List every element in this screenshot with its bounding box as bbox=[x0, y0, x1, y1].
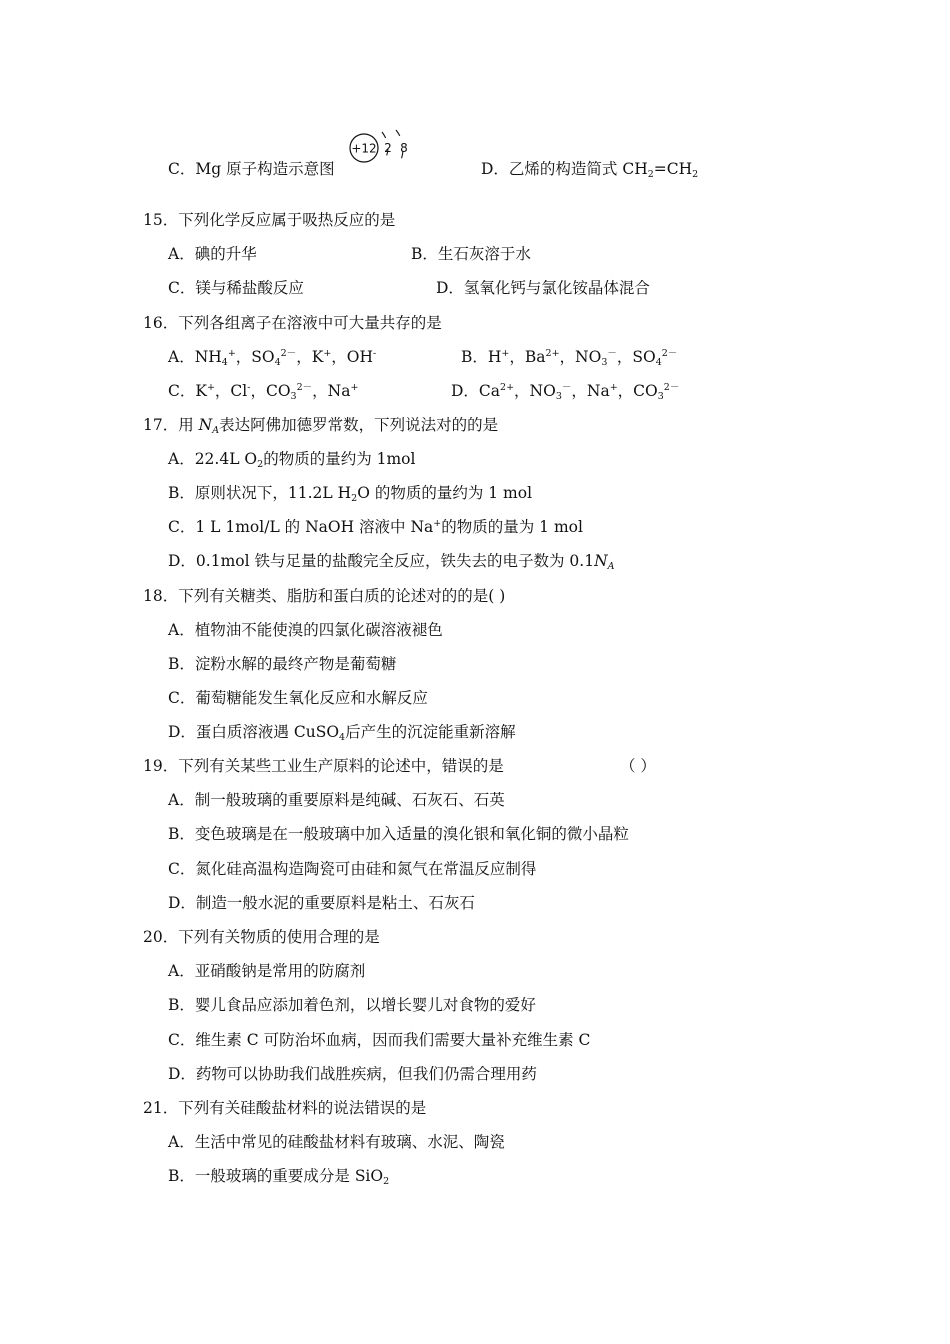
q17-d-na-sub: A bbox=[607, 561, 615, 572]
q19-option-d: D．制造一般水泥的重要原料是粘土、石灰石 bbox=[168, 894, 475, 912]
q16-a-ion-1-sub: 4 bbox=[221, 357, 228, 368]
mg-atom-structure-diagram bbox=[346, 128, 418, 176]
q16-a-ion-3: ，K bbox=[296, 348, 324, 366]
q17-option-d bbox=[168, 551, 615, 571]
q16-c-ion-2: ，Cl bbox=[214, 382, 248, 400]
q19-answer-parens: （ ） bbox=[620, 757, 656, 775]
q16-option-d bbox=[451, 381, 679, 401]
q16-a-ion-1: A．NH bbox=[168, 348, 222, 366]
q14-d-sub-1: 2 bbox=[647, 169, 654, 180]
q16-d-ion-4-charge: 2－ bbox=[663, 382, 680, 393]
q16-option-b bbox=[461, 347, 677, 367]
q18-stem: 18．下列有关糖类、脂肪和蛋白质的论述对的的是( ) bbox=[143, 587, 506, 605]
q16-d-ion-3-charge: + bbox=[609, 382, 618, 393]
q16-b-ion-3-charge: － bbox=[607, 348, 617, 359]
q16-a-ion-1-charge: + bbox=[227, 348, 236, 359]
q16-b-ion-4: ，SO bbox=[616, 348, 656, 366]
q16-b-ion-4-charge: 2－ bbox=[661, 348, 678, 359]
q15-option-b: B．生石灰溶于水 bbox=[411, 245, 531, 263]
q17-b-post: O 的物质的量约为 1 mol bbox=[357, 484, 533, 502]
q16-a-ion-2-sub: 4 bbox=[274, 357, 281, 368]
q16-a-ion-4: ，OH bbox=[331, 348, 374, 366]
q21-option-a: A．生活中常见的硅酸盐材料有玻璃、水泥、陶瓷 bbox=[168, 1133, 505, 1151]
q15-option-a: A．碘的升华 bbox=[168, 245, 257, 263]
q16-option-a bbox=[168, 347, 376, 367]
q16-b-ion-3-sub: 3 bbox=[601, 357, 608, 368]
q17-b-pre: B．原则状况下，11.2L H bbox=[168, 484, 352, 502]
q16-d-ion-4: ，CO bbox=[617, 382, 658, 400]
q16-option-c bbox=[168, 381, 358, 401]
q16-a-ion-3-charge: + bbox=[323, 348, 332, 359]
q16-a-ion-2-charge: 2－ bbox=[280, 348, 297, 359]
q17-option-c bbox=[168, 517, 583, 537]
q16-d-ion-4-sub: 3 bbox=[657, 391, 664, 402]
q16-c-ion-1: C．K bbox=[168, 382, 207, 400]
q18-d-pre: D．蛋白质溶液遇 CuSO bbox=[168, 723, 340, 741]
q15-stem: 15．下列化学反应属于吸热反应的是 bbox=[143, 211, 396, 229]
q16-c-ion-3-sub: 3 bbox=[290, 391, 297, 402]
q16-d-ion-2: ，NO bbox=[514, 382, 556, 400]
q16-d-ion-3: ，Na bbox=[571, 382, 610, 400]
q17-c-post: 的物质的量为 1 mol bbox=[441, 518, 583, 536]
q18-option-c: C．葡萄糖能发生氧化反应和水解反应 bbox=[168, 689, 428, 707]
atom-nucleus-label: +12 bbox=[351, 141, 377, 156]
q16-c-ion-3-charge: 2－ bbox=[296, 382, 313, 393]
q21-stem: 21．下列有关硅酸盐材料的说法错误的是 bbox=[143, 1099, 427, 1117]
q17-stem-na-symbol: N bbox=[198, 416, 213, 434]
q14-option-c bbox=[168, 159, 335, 179]
q16-c-ion-4: ，Na bbox=[312, 382, 351, 400]
q16-d-ion-2-charge: － bbox=[561, 382, 572, 393]
q16-c-ion-1-charge: + bbox=[206, 382, 215, 393]
q17-c-sup: + bbox=[433, 518, 442, 529]
q20-option-a: A．亚硝酸钠是常用的防腐剂 bbox=[168, 962, 366, 980]
q17-c-pre: C．1 L 1mol/L 的 NaOH 溶液中 Na bbox=[168, 518, 434, 536]
q17-d-na-symbol: N bbox=[594, 552, 608, 570]
q17-a-pre: A．22.4L O bbox=[168, 450, 258, 468]
q16-b-ion-1: B．H bbox=[461, 348, 502, 366]
q15-option-d: D．氢氧化钙与氯化铵晶体混合 bbox=[436, 279, 650, 297]
q17-stem bbox=[143, 415, 498, 435]
q16-c-ion-2-charge: - bbox=[247, 382, 251, 393]
atom-shell-2-count: 8 bbox=[400, 141, 408, 155]
q17-d-pre: D．0.1mol 铁与足量的盐酸完全反应，铁失去的电子数为 0.1 bbox=[168, 552, 595, 570]
q16-b-ion-2-charge: 2+ bbox=[545, 348, 560, 359]
q14-d-sub-2: 2 bbox=[692, 169, 699, 180]
q20-stem: 20．下列有关物质的使用合理的是 bbox=[143, 928, 380, 946]
q19-option-a: A．制一般玻璃的重要原料是纯碱、石灰石、石英 bbox=[168, 791, 505, 809]
q20-option-b: B．婴儿食品应添加着色剂，以增长婴儿对食物的爱好 bbox=[168, 996, 536, 1014]
q19-stem: 19．下列有关某些工业生产原料的论述中，错误的是 bbox=[143, 757, 504, 775]
q21-option-b bbox=[168, 1166, 389, 1186]
q20-option-c: C．维生素 C 可防治坏血病，因而我们需要大量补充维生素 C bbox=[168, 1031, 591, 1049]
q18-d-sub: 4 bbox=[339, 732, 346, 743]
q16-b-ion-1-charge: + bbox=[501, 348, 510, 359]
q18-option-d bbox=[168, 722, 516, 742]
q21-b-sub: 2 bbox=[383, 1176, 390, 1187]
q17-a-sub: 2 bbox=[257, 459, 264, 470]
q16-b-ion-4-sub: 4 bbox=[655, 357, 662, 368]
q16-b-ion-2: ，Ba bbox=[509, 348, 546, 366]
atom-shell-1-count: 2 bbox=[384, 141, 392, 155]
q17-stem-pre: 17．用 bbox=[143, 416, 199, 434]
q17-a-post: 的物质的量约为 1mol bbox=[263, 450, 416, 468]
q17-option-b bbox=[168, 483, 532, 503]
q19-option-b: B．变色玻璃是在一般玻璃中加入适量的溴化银和氧化铜的微小晶粒 bbox=[168, 825, 629, 843]
q18-option-a: A．植物油不能使溴的四氯化碳溶液褪色 bbox=[168, 621, 443, 639]
q14-d-text-pre: D．乙烯的构造简式 CH bbox=[481, 160, 648, 178]
q16-a-ion-4-charge: - bbox=[373, 348, 377, 359]
q16-c-ion-4-charge: + bbox=[350, 382, 359, 393]
q17-b-sub: 2 bbox=[351, 493, 358, 504]
q15-option-c: C．镁与稀盐酸反应 bbox=[168, 279, 304, 297]
q14-option-d bbox=[481, 159, 698, 179]
q17-option-a bbox=[168, 449, 415, 469]
q16-c-ion-3: ，CO bbox=[250, 382, 291, 400]
q16-b-ion-3: ，NO bbox=[559, 348, 602, 366]
q18-option-b: B．淀粉水解的最终产物是葡萄糖 bbox=[168, 655, 397, 673]
q16-d-ion-2-sub: 3 bbox=[555, 391, 562, 402]
q20-option-d: D．药物可以协助我们战胜疾病，但我们仍需合理用药 bbox=[168, 1065, 537, 1083]
q16-d-ion-1: D．Ca bbox=[451, 382, 501, 400]
q21-b-pre: B．一般玻璃的重要成分是 SiO bbox=[168, 1167, 384, 1185]
q14-d-text-mid: =CH bbox=[653, 160, 693, 178]
q14-option-c-text: C．Mg 原子构造示意图 bbox=[168, 160, 335, 178]
q17-stem-na-sub: A bbox=[212, 425, 220, 436]
q16-a-ion-2: ，SO bbox=[235, 348, 275, 366]
q19-option-c: C．氮化硅高温构造陶瓷可由硅和氮气在常温反应制得 bbox=[168, 860, 537, 878]
q18-d-post: 后产生的沉淀能重新溶解 bbox=[345, 723, 516, 741]
q17-stem-post: 表达阿佛加德罗常数，下列说法对的的是 bbox=[219, 416, 499, 434]
q16-stem: 16．下列各组离子在溶液中可大量共存的是 bbox=[143, 314, 442, 332]
q16-d-ion-1-charge: 2+ bbox=[500, 382, 515, 393]
